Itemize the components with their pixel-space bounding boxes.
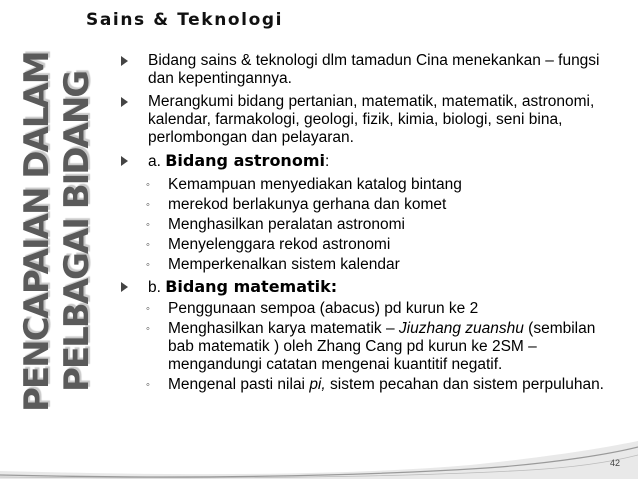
sub-bullet-item xyxy=(146,256,605,274)
circle-bullet-icon: ◦ xyxy=(146,303,150,315)
arrow-bullet-icon xyxy=(120,52,148,70)
circle-bullet-icon: ◦ xyxy=(146,179,150,191)
page-number: 42 xyxy=(609,458,620,468)
bullet-item xyxy=(120,93,605,147)
sub-bullet-text: merekod berlakunya gerhana dan komet xyxy=(168,196,447,213)
arrow-bullet-icon xyxy=(120,278,148,296)
section-heading-astronomy: Bidang astronomi xyxy=(165,151,325,170)
sub-bullet-text: Memperkenalkan sistem kalendar xyxy=(168,256,400,273)
text-run: sistem pecahan dan sistem perpuluhan. xyxy=(325,376,604,393)
sub-bullet-item xyxy=(146,216,605,234)
slide-title: Sains & Teknologi xyxy=(86,10,284,30)
vertical-title-line-1: PENCAPAIAN DALAM xyxy=(17,52,57,412)
text-run: Mengenal pasti nilai xyxy=(168,376,310,393)
list-prefix: b. xyxy=(148,279,166,296)
arrow-bullet-icon xyxy=(120,93,148,111)
circle-bullet-icon: ◦ xyxy=(146,219,150,231)
decorative-wave xyxy=(0,439,638,479)
sub-bullet-text: Kemampuan menyediakan katalog bintang xyxy=(168,176,462,193)
sub-bullet-text xyxy=(168,320,605,374)
circle-bullet-icon: ◦ xyxy=(146,259,150,271)
section-heading-math: Bidang matematik: xyxy=(165,277,338,296)
sub-bullet-text xyxy=(168,376,605,394)
bullet-text xyxy=(148,278,605,297)
sub-bullet-item xyxy=(146,176,605,194)
bullet-item-math xyxy=(120,278,605,297)
sub-bullet-item xyxy=(146,300,605,318)
text-run: Menghasilkan karya matematik – xyxy=(168,320,399,337)
slide-content xyxy=(120,52,605,396)
heading-colon: : xyxy=(324,153,330,170)
sub-bullet-text: Menyelenggara rekod astronomi xyxy=(168,236,391,253)
pi-term: pi, xyxy=(309,376,326,393)
bullet-text: Merangkumi bidang pertanian, matematik, matematik, astronomi, kalendar, farmakologi, geologi, fizik, kimia, biologi, seni bina, perlombongan dan pelayaran. xyxy=(148,93,595,146)
bullet-text xyxy=(148,152,605,171)
circle-bullet-icon: ◦ xyxy=(146,239,150,251)
sub-bullet-text: Menghasilkan peralatan astronomi xyxy=(168,216,405,233)
bullet-item-astronomy xyxy=(120,152,605,171)
sub-bullet-item xyxy=(146,196,605,214)
arrow-bullet-icon xyxy=(120,152,148,170)
circle-bullet-icon: ◦ xyxy=(146,323,150,335)
sub-bullet-item xyxy=(146,376,605,394)
book-title: Jiuzhang zuanshu xyxy=(398,320,524,337)
bullet-text: Bidang sains & teknologi dlm tamadun Cina menekankan – fungsi dan kepentingannya. xyxy=(148,52,600,87)
sub-bullet-text: Penggunaan sempoa (abacus) pd kurun ke 2 xyxy=(168,300,479,317)
circle-bullet-icon: ◦ xyxy=(146,199,150,211)
bullet-item xyxy=(120,52,605,88)
sub-bullet-item xyxy=(146,320,605,374)
vertical-title-line-2: PELBAGAI BIDANG xyxy=(57,71,97,392)
list-prefix: a. xyxy=(148,153,166,170)
circle-bullet-icon: ◦ xyxy=(146,379,150,391)
sub-bullet-item xyxy=(146,236,605,254)
text-run: (sembilan bab matematik ) oleh Zhang Cang pd kurun ke 2SM – mengandungi catatan mengenai kuantitif negatif. xyxy=(168,320,596,373)
